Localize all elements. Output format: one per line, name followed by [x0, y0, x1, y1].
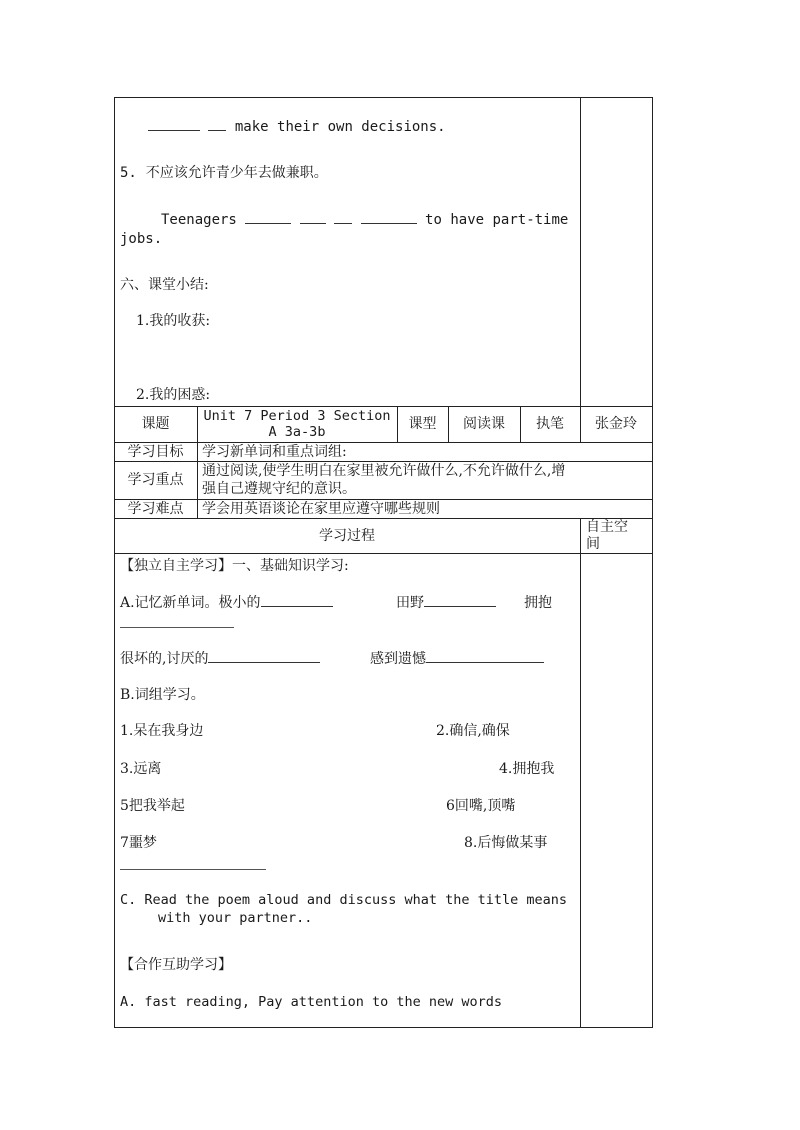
phrase-2: 2.确信,确保: [436, 723, 510, 739]
column-divider-bottom: [580, 518, 581, 1028]
vocab-regret: 感到遗憾: [370, 650, 544, 668]
question-5-english-line2: jobs.: [120, 231, 163, 247]
goal-value: 学习新单词和重点词组:: [202, 444, 347, 460]
vocab-field: 田野: [396, 594, 496, 612]
vocab-hug: 拥抱: [524, 595, 552, 611]
phrase-7: 7噩梦: [120, 835, 157, 851]
phrase-4: 4.拥抱我: [499, 761, 555, 777]
row-divider: [114, 553, 653, 554]
cooperative-task-a: A. fast reading, Pay attention to the new words: [120, 994, 503, 1010]
question-5: 5. 不应该允许青少年去做兼职。: [120, 165, 328, 181]
table-border-top: [114, 97, 653, 98]
type-value: 阅读课: [463, 416, 505, 432]
phrase-8-blank: [120, 869, 266, 870]
phrase-3: 3.远离: [120, 761, 162, 777]
cooperative-title: 【合作互助学习】: [120, 957, 232, 973]
task-c-line1: C. Read the poem aloud and discuss what the title means: [120, 892, 568, 908]
topic-label: 课题: [141, 416, 170, 432]
independent-title: 【独立自主学习】一、基础知识学习:: [120, 558, 349, 574]
author-label: 执笔: [536, 416, 564, 432]
key-value-line1: 通过阅读,使学生明白在家里被允许做什么,不允许做什么,增: [202, 463, 566, 479]
table-border-right: [652, 97, 653, 1028]
author-value: 张金玲: [595, 416, 637, 432]
phrase-6: 6回嘴,顶嘴: [446, 798, 516, 814]
question-5-english: Teenagers to have part-time: [161, 212, 569, 228]
vocab-memorize: A.记忆新单词。极小的: [120, 594, 333, 612]
phrase-5: 5把我举起: [120, 798, 185, 814]
table-border-bottom: [114, 1027, 653, 1028]
difficulty-value: 学会用英语谈论在家里应遵守哪些规则: [202, 501, 440, 517]
type-label: 课型: [408, 416, 437, 432]
goal-label: 学习目标: [127, 443, 184, 460]
task-c-line2: with your partner..: [158, 910, 313, 926]
process-title: 学习过程: [319, 527, 375, 544]
fill-in-line: make their own decisions.: [148, 118, 446, 136]
key-label: 学习重点: [127, 472, 184, 488]
difficulty-label: 学习难点: [127, 500, 184, 517]
vocab-hug-blank: [120, 627, 234, 628]
vocab-bad: 很坏的,讨厌的: [120, 650, 320, 668]
topic-value: Unit 7 Period 3 Section A 3a-3b: [203, 408, 391, 440]
self-space-label: 自主空 间: [586, 519, 628, 552]
key-value-line2: 强自己遵规守纪的意识。: [202, 481, 356, 497]
summary-confusion: 2.我的困惑:: [136, 387, 211, 403]
phrase-8: 8.后悔做某事: [464, 835, 548, 851]
table-border-left: [114, 97, 115, 1028]
summary-title: 六、课堂小结:: [120, 277, 209, 293]
phrase-title: B.词组学习。: [120, 687, 205, 703]
summary-gain: 1.我的收获:: [136, 313, 211, 329]
column-divider-top: [580, 97, 581, 406]
phrase-1: 1.呆在我身边: [120, 723, 204, 739]
